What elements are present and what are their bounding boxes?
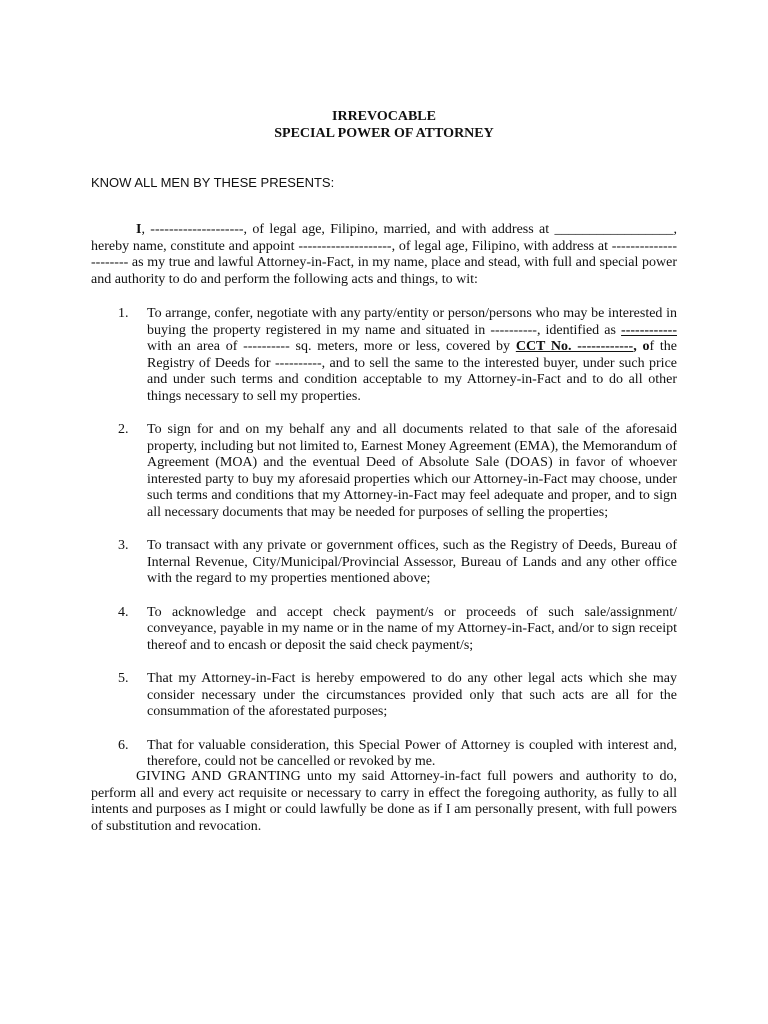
item-text-part: f the Registry of Deeds for ----------, and to sell the same to the interested buyer, under such price and under such terms and condition acceptable to my Attorney-in-Fact and to do all other things necessary to sell my properties. (147, 339, 678, 404)
item-number: 1. (118, 306, 129, 321)
item-number: 6. (118, 737, 129, 753)
list-item (118, 605, 677, 655)
identifier-blank: ------------ (621, 322, 677, 338)
title-line-2: SPECIAL POWER OF ATTORNEY (274, 126, 494, 141)
item-text: To sign for and on my behalf any and all documents related to that sale of the aforesaid property, including but not limited to, Earnest Money Agreement (EMA), the Memorandum of Agreement (MOA) and the eventual Deed of Absolute Sale (DOAS) in favor of whoever interested party to buy my aforesaid properties which our Attorney-in-Fact may choose, under such terms and conditions that my Attorney-in-Fact may feel adequate and proper, and to sign all necessary documents that may be needed for purposes of selling the properties; (147, 422, 677, 520)
item-text-part: To arrange, confer, negotiate with any party/entity or person/persons who may be interested in buying the property registered in my name and situated in ----------, identified as (147, 306, 677, 338)
list-item (118, 538, 677, 588)
cct-number: CCT No. ------------ (515, 339, 634, 354)
item-text-part: , o (633, 339, 650, 354)
intro-text: , --------------------, of legal age, Filipino, married, and with address at _________________, hereby name, constitute and appoint --------------------, of legal age, Filipino, with address at ---------------------- as my true and lawful Attorney-in-Fact, in my name, place and stead, with full and special power and authority to do and perform the following acts and things, to wit: (91, 222, 677, 287)
list-item (118, 422, 677, 521)
item-number: 2. (118, 422, 129, 437)
closing-paragraph: GIVING AND GRANTING unto my said Attorney-in-fact full powers and authority to do, perform all and every act requisite or necessary to carry in effect the foregoing authority, as fully to all intents and purposes as I might or could lawfully be done as if I am personally present, with full powers of substitution and revocation. (91, 769, 677, 834)
item-text: That my Attorney-in-Fact is hereby empowered to do any other legal acts which she may consider necessary under the circumstances provided only that such acts are all for the consummation of the aforestated purposes; (147, 671, 677, 719)
title-line-1: IRREVOCABLE (332, 109, 436, 124)
item-text: That for valuable consideration, this Special Power of Attorney is coupled with interest and, therefore, could not be cancelled or revoked by me. (147, 737, 677, 769)
item-number: 4. (118, 604, 129, 620)
intro-paragraph (91, 222, 677, 288)
list-item (118, 738, 677, 771)
item-number: 5. (118, 671, 129, 686)
intro-lead: I (136, 222, 142, 237)
item-text-part: with an area of ---------- sq. meters, more or less, covered by (147, 339, 516, 354)
list-item (118, 306, 677, 405)
know-all-men-heading: KNOW ALL MEN BY THESE PRESENTS: (91, 175, 335, 190)
list-item (118, 671, 677, 721)
powers-list (118, 306, 677, 771)
item-number: 3. (118, 538, 129, 553)
item-text: To transact with any private or government offices, such as the Registry of Deeds, Bureau of Internal Revenue, City/Municipal/Provincial Assessor, Bureau of Lands and any other office with the regard to my properties mentioned above; (147, 538, 677, 586)
item-text: To acknowledge and accept check payment/s or proceeds of such sale/assignment/ conveyance, payable in my name or in the name of my Attorney-in-Fact, and/or to sign receipt thereof and to encash or deposit the said check payment/s; (147, 604, 677, 653)
